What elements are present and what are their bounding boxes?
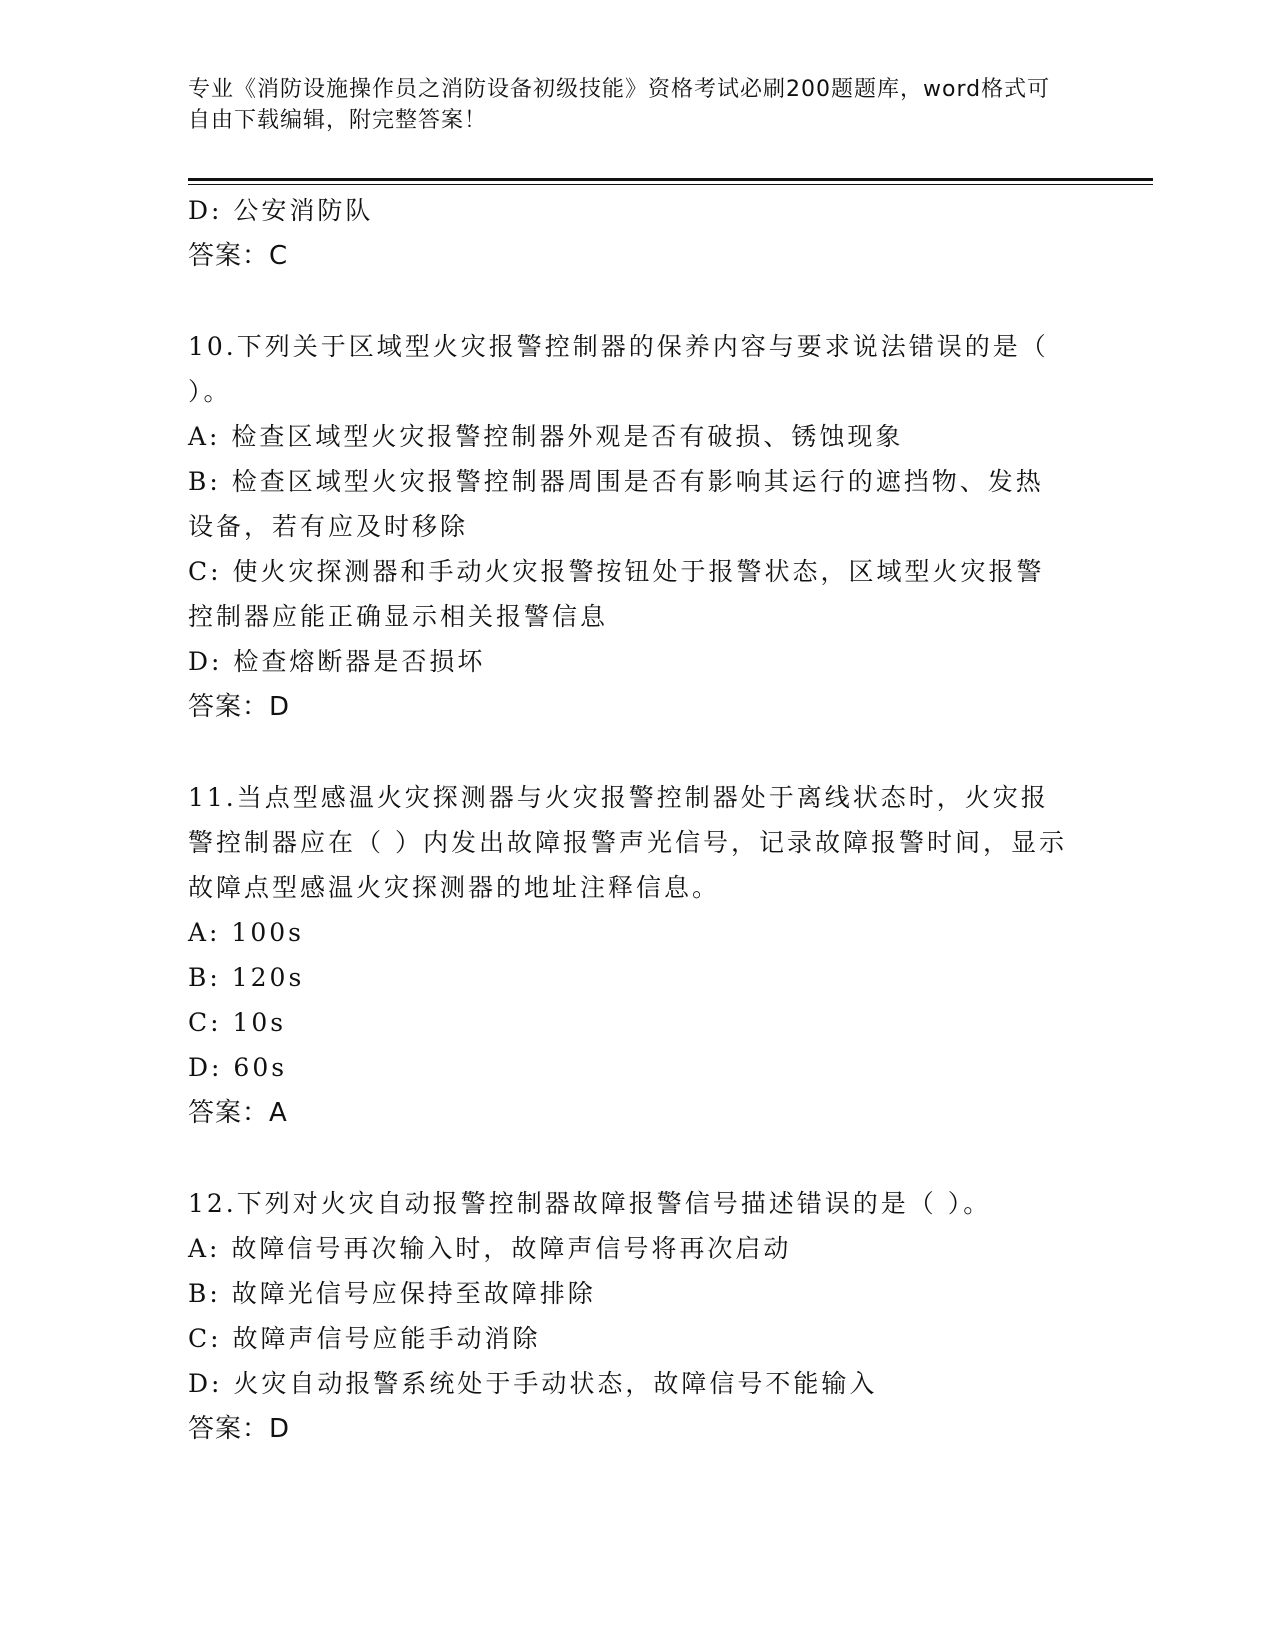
question-stem: 10.下列关于区域型火灾报警控制器的保养内容与要求说法错误的是（ ）。	[188, 332, 1049, 406]
option-c: C: 使火灾探测器和手动火灾报警按钮处于报警状态，区域型火灾报警控制器应能正确显示相关报警信息	[188, 557, 1045, 631]
option-d: D: 公安消防队	[188, 196, 374, 225]
document-header: 专业《消防设施操作员之消防设备初级技能》资格考试必刷200题题库，word格式可自由下载编辑，附完整答案！	[188, 77, 1051, 133]
option-a: A: 检查区域型火灾报警控制器外观是否有破损、锈蚀现象	[188, 422, 904, 451]
header-divider-thick	[188, 178, 1153, 181]
question-stem: 12.下列对火灾自动报警控制器故障报警信号描述错误的是（ ）。	[188, 1189, 992, 1218]
spacer	[188, 730, 1068, 775]
document-body	[188, 188, 1068, 1452]
spacer	[188, 1136, 1068, 1181]
question-12	[188, 1181, 1068, 1452]
option-b: B: 故障光信号应保持至故障排除	[188, 1279, 596, 1308]
option-a: A: 100s	[188, 918, 304, 947]
question-10	[188, 324, 1068, 730]
option-d: D: 60s	[188, 1053, 288, 1082]
question-11	[188, 775, 1068, 1136]
option-b: B: 检查区域型火灾报警控制器周围是否有影响其运行的遮挡物、发热设备，若有应及时移除	[188, 467, 1044, 541]
answer-line: 答案：A	[188, 1098, 288, 1128]
answer-line: 答案：D	[188, 1414, 291, 1444]
option-d: D: 火灾自动报警系统处于手动状态，故障信号不能输入	[188, 1369, 878, 1398]
option-c: C: 故障声信号应能手动消除	[188, 1324, 541, 1353]
option-b: B: 120s	[188, 963, 305, 992]
header-divider-thin	[188, 184, 1153, 185]
spacer	[188, 279, 1068, 324]
answer-line: 答案：C	[188, 241, 289, 271]
option-c: C: 10s	[188, 1008, 287, 1037]
question-stem: 11.当点型感温火灾探测器与火灾报警控制器处于离线状态时，火灾报警控制器应在（ ）内发出故障报警声光信号，记录故障报警时间，显示故障点型感温火灾探测器的地址注释信息。	[188, 783, 1067, 902]
option-a: A: 故障信号再次输入时，故障声信号将再次启动	[188, 1234, 792, 1263]
option-d: D: 检查熔断器是否损坏	[188, 647, 486, 676]
previous-question-tail	[188, 188, 1068, 279]
answer-line: 答案：D	[188, 692, 291, 722]
